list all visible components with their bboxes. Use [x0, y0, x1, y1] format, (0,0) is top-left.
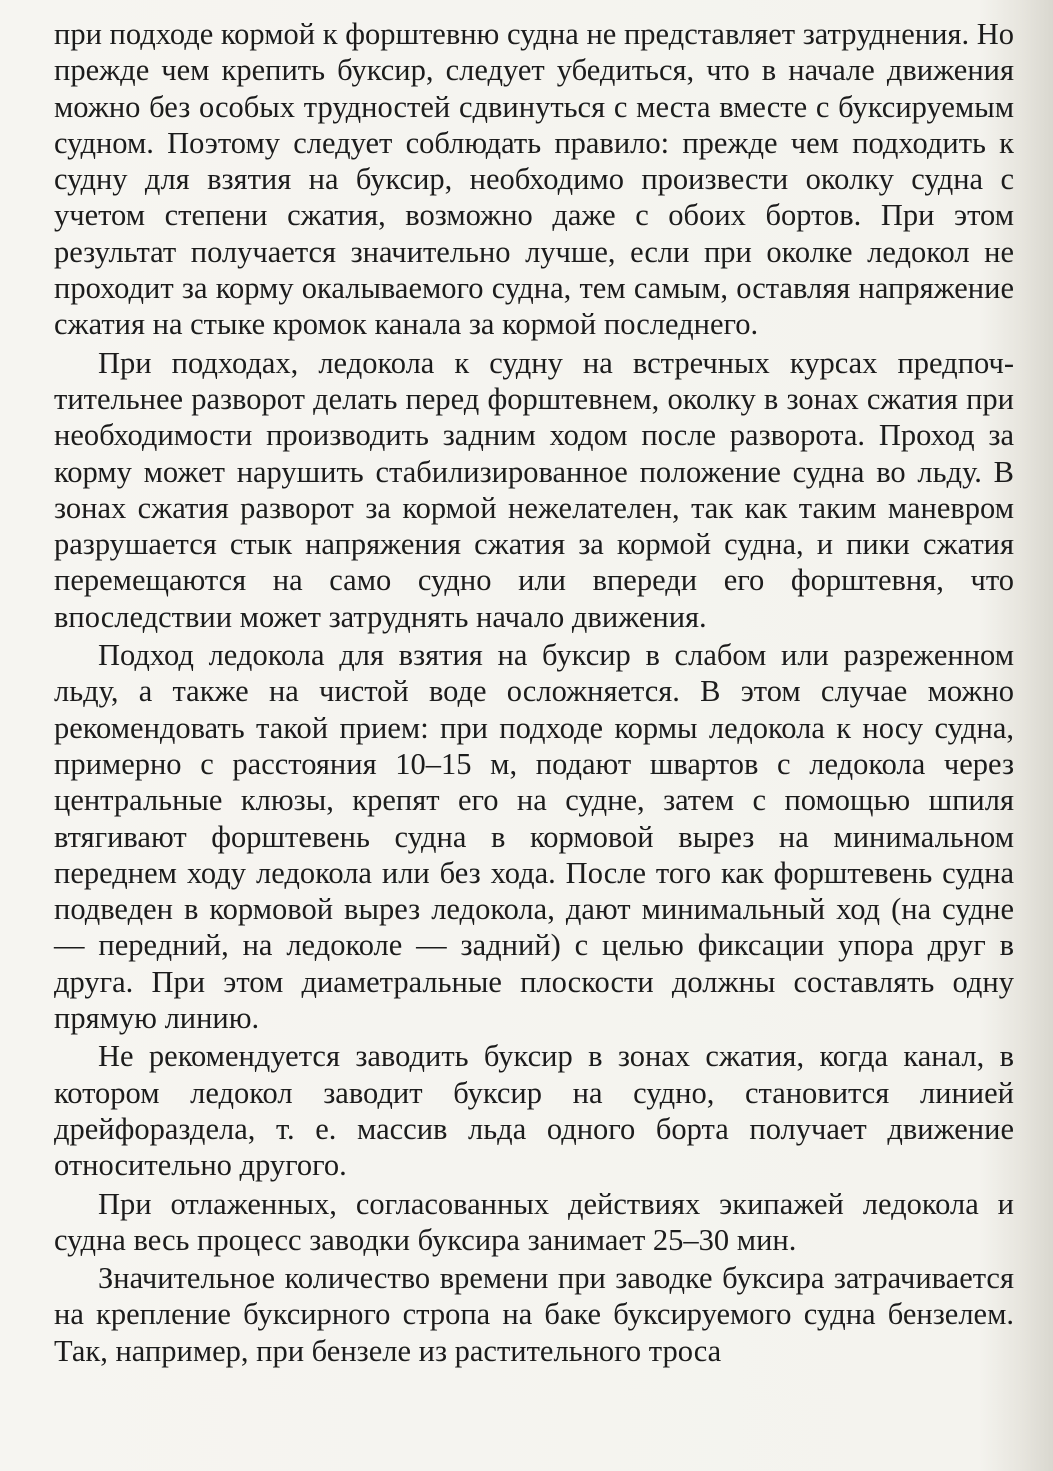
paragraph-5: При отлаженных, согласованных действиях экипажей ледокола и судна весь процесс заводки буксира занимает 25–30 мин.	[54, 1186, 1014, 1257]
paragraph-2: При подходах, ледокола к судну на встречных курсах предпочтительнее разворот делать перед форштевнем, околку в зонах сжатия при необходимости производить задним ходом после разворота. Проход за корму может нарушить стабилизированное положение судна во льду. В зонах сжатия разворот за кормой нежелателен, так как таким маневром разрушается стык напряжения сжатия за кормой судна, и пики сжатия перемещаются на само судно или впереди его форштевня, что впоследствии может затруднять начало движения.	[54, 345, 1014, 634]
paragraph-1: при подходе кормой к форштевню судна не представляет затруднения. Но прежде чем крепить буксир, следует убедиться, что в начале движения можно без особых трудностей сдвинуться с места вместе с буксируемым судном. Поэтому следует соблюдать правило: прежде чем подходить к судну для взятия на буксир, необходимо произвести околку судна с учетом степени сжатия, возможно даже с обоих бортов. При этом результат получается значительно лучше, если при околке ледокол не проходит за корму окалываемого судна, тем самым, оставляя напряжение сжатия на стыке кромок канала за кормой последнего.	[54, 17, 1014, 342]
paragraph-3: Подход ледокола для взятия на буксир в слабом или разреженном льду, а также на чистой воде осложняется. В этом случае можно рекомендовать такой прием: при подходе кормы ледокола к носу судна, примерно с расстояния 10–15 м, подают швартов с ледокола через центральные клюзы, крепят его на судне, затем с помощью шпиля втягивают форштевень судна в кормовой вырез на минимальном переднем ходу ледокола или без хода. После того как форштевень судна подведен в кормовой вырез ледокола, дают минимальный ход (на судне — передний, на ледоколе — задний) с целью фиксации упора друг в друга. При этом диаметральные плоскости должны составлять одну прямую линию.	[54, 638, 1014, 1036]
paragraph-6: Значительное количество времени при заводке буксира затрачивается на крепление буксирного стропа на баке буксируемого судна бензелем. Так, например, при бензеле из растительного троса	[54, 1261, 1014, 1368]
body-text	[54, 16, 1014, 1369]
paragraph-4: Не рекомендуется заводить буксир в зонах сжатия, когда канал, в котором ледокол заводит буксир на судно, становится линией дрейфораздела, т. е. массив льда одного борта получает движение относительно другого.	[54, 1039, 1014, 1183]
